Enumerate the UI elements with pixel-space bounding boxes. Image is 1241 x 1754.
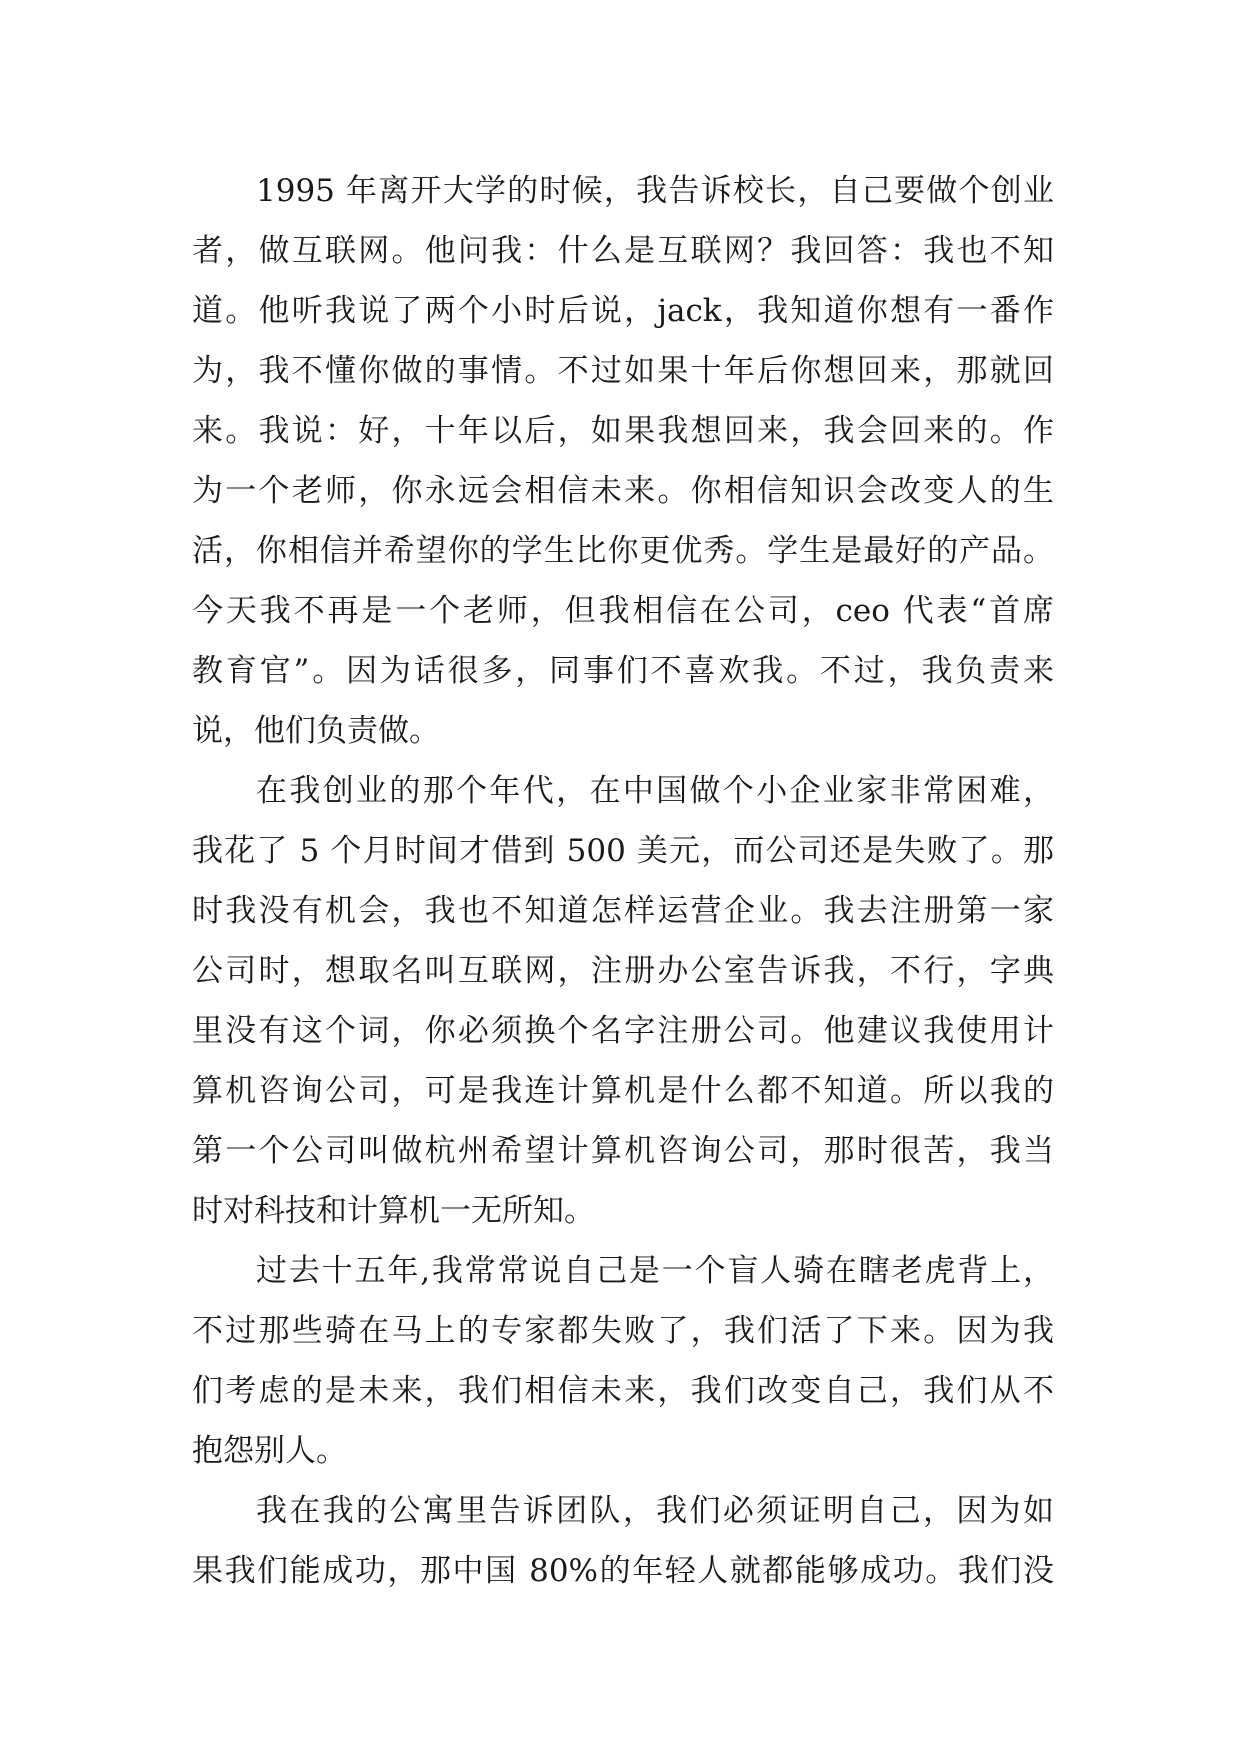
text-line: 第一个公司叫做杭州希望计算机咨询公司，那时很苦，我当 (192, 1133, 1054, 1169)
text-line: 过去十五年,我常常说自己是一个盲人骑在瞎老虎背上， (256, 1253, 1054, 1289)
text-line: 时我没有机会，我也不知道怎样运营企业。我去注册第一家 (192, 893, 1054, 929)
text-line: 我在我的公寓里告诉团队，我们必须证明自己，因为如 (256, 1493, 1054, 1529)
text-line: 时对科技和计算机一无所知。 (192, 1193, 595, 1229)
paragraph-4 (192, 1481, 1054, 1601)
text-line: 抱怨别人。 (192, 1433, 347, 1469)
text-line: 算机咨询公司，可是我连计算机是什么都不知道。所以我的 (192, 1073, 1054, 1109)
paragraph-1 (192, 161, 1054, 761)
text-line: 在我创业的那个年代，在中国做个小企业家非常困难， (256, 773, 1054, 809)
document-body (192, 161, 1054, 1601)
text-line: 不过那些骑在马上的专家都失败了，我们活了下来。因为我 (192, 1313, 1054, 1349)
text-line: 今天我不再是一个老师，但我相信在公司，ceo 代表“首席 (192, 593, 1054, 629)
text-line: 为，我不懂你做的事情。不过如果十年后你想回来，那就回 (192, 353, 1054, 389)
text-line: 为一个老师，你永远会相信未来。你相信知识会改变人的生 (192, 473, 1054, 509)
text-line: 说，他们负责做。 (192, 713, 440, 749)
text-line: 来。我说：好，十年以后，如果我想回来，我会回来的。作 (192, 413, 1054, 449)
text-line: 教育官”。因为话很多，同事们不喜欢我。不过，我负责来 (192, 653, 1054, 689)
text-line: 我花了 5 个月时间才借到 500 美元，而公司还是失败了。那 (192, 833, 1054, 869)
text-line: 道。他听我说了两个小时后说，jack，我知道你想有一番作 (192, 293, 1054, 329)
text-line: 1995 年离开大学的时候，我告诉校长，自己要做个创业 (256, 173, 1054, 209)
paragraph-2 (192, 761, 1054, 1241)
text-line: 们考虑的是未来，我们相信未来，我们改变自己，我们从不 (192, 1373, 1054, 1409)
text-line: 活，你相信并希望你的学生比你更优秀。学生是最好的产品。 (192, 533, 1054, 569)
text-line: 者，做互联网。他问我：什么是互联网？我回答：我也不知 (192, 233, 1054, 269)
paragraph-3 (192, 1241, 1054, 1481)
text-line: 公司时，想取名叫互联网，注册办公室告诉我，不行，字典 (192, 953, 1054, 989)
text-line: 果我们能成功，那中国 80%的年轻人就都能够成功。我们没 (192, 1553, 1054, 1589)
text-line: 里没有这个词，你必须换个名字注册公司。他建议我使用计 (192, 1013, 1054, 1049)
